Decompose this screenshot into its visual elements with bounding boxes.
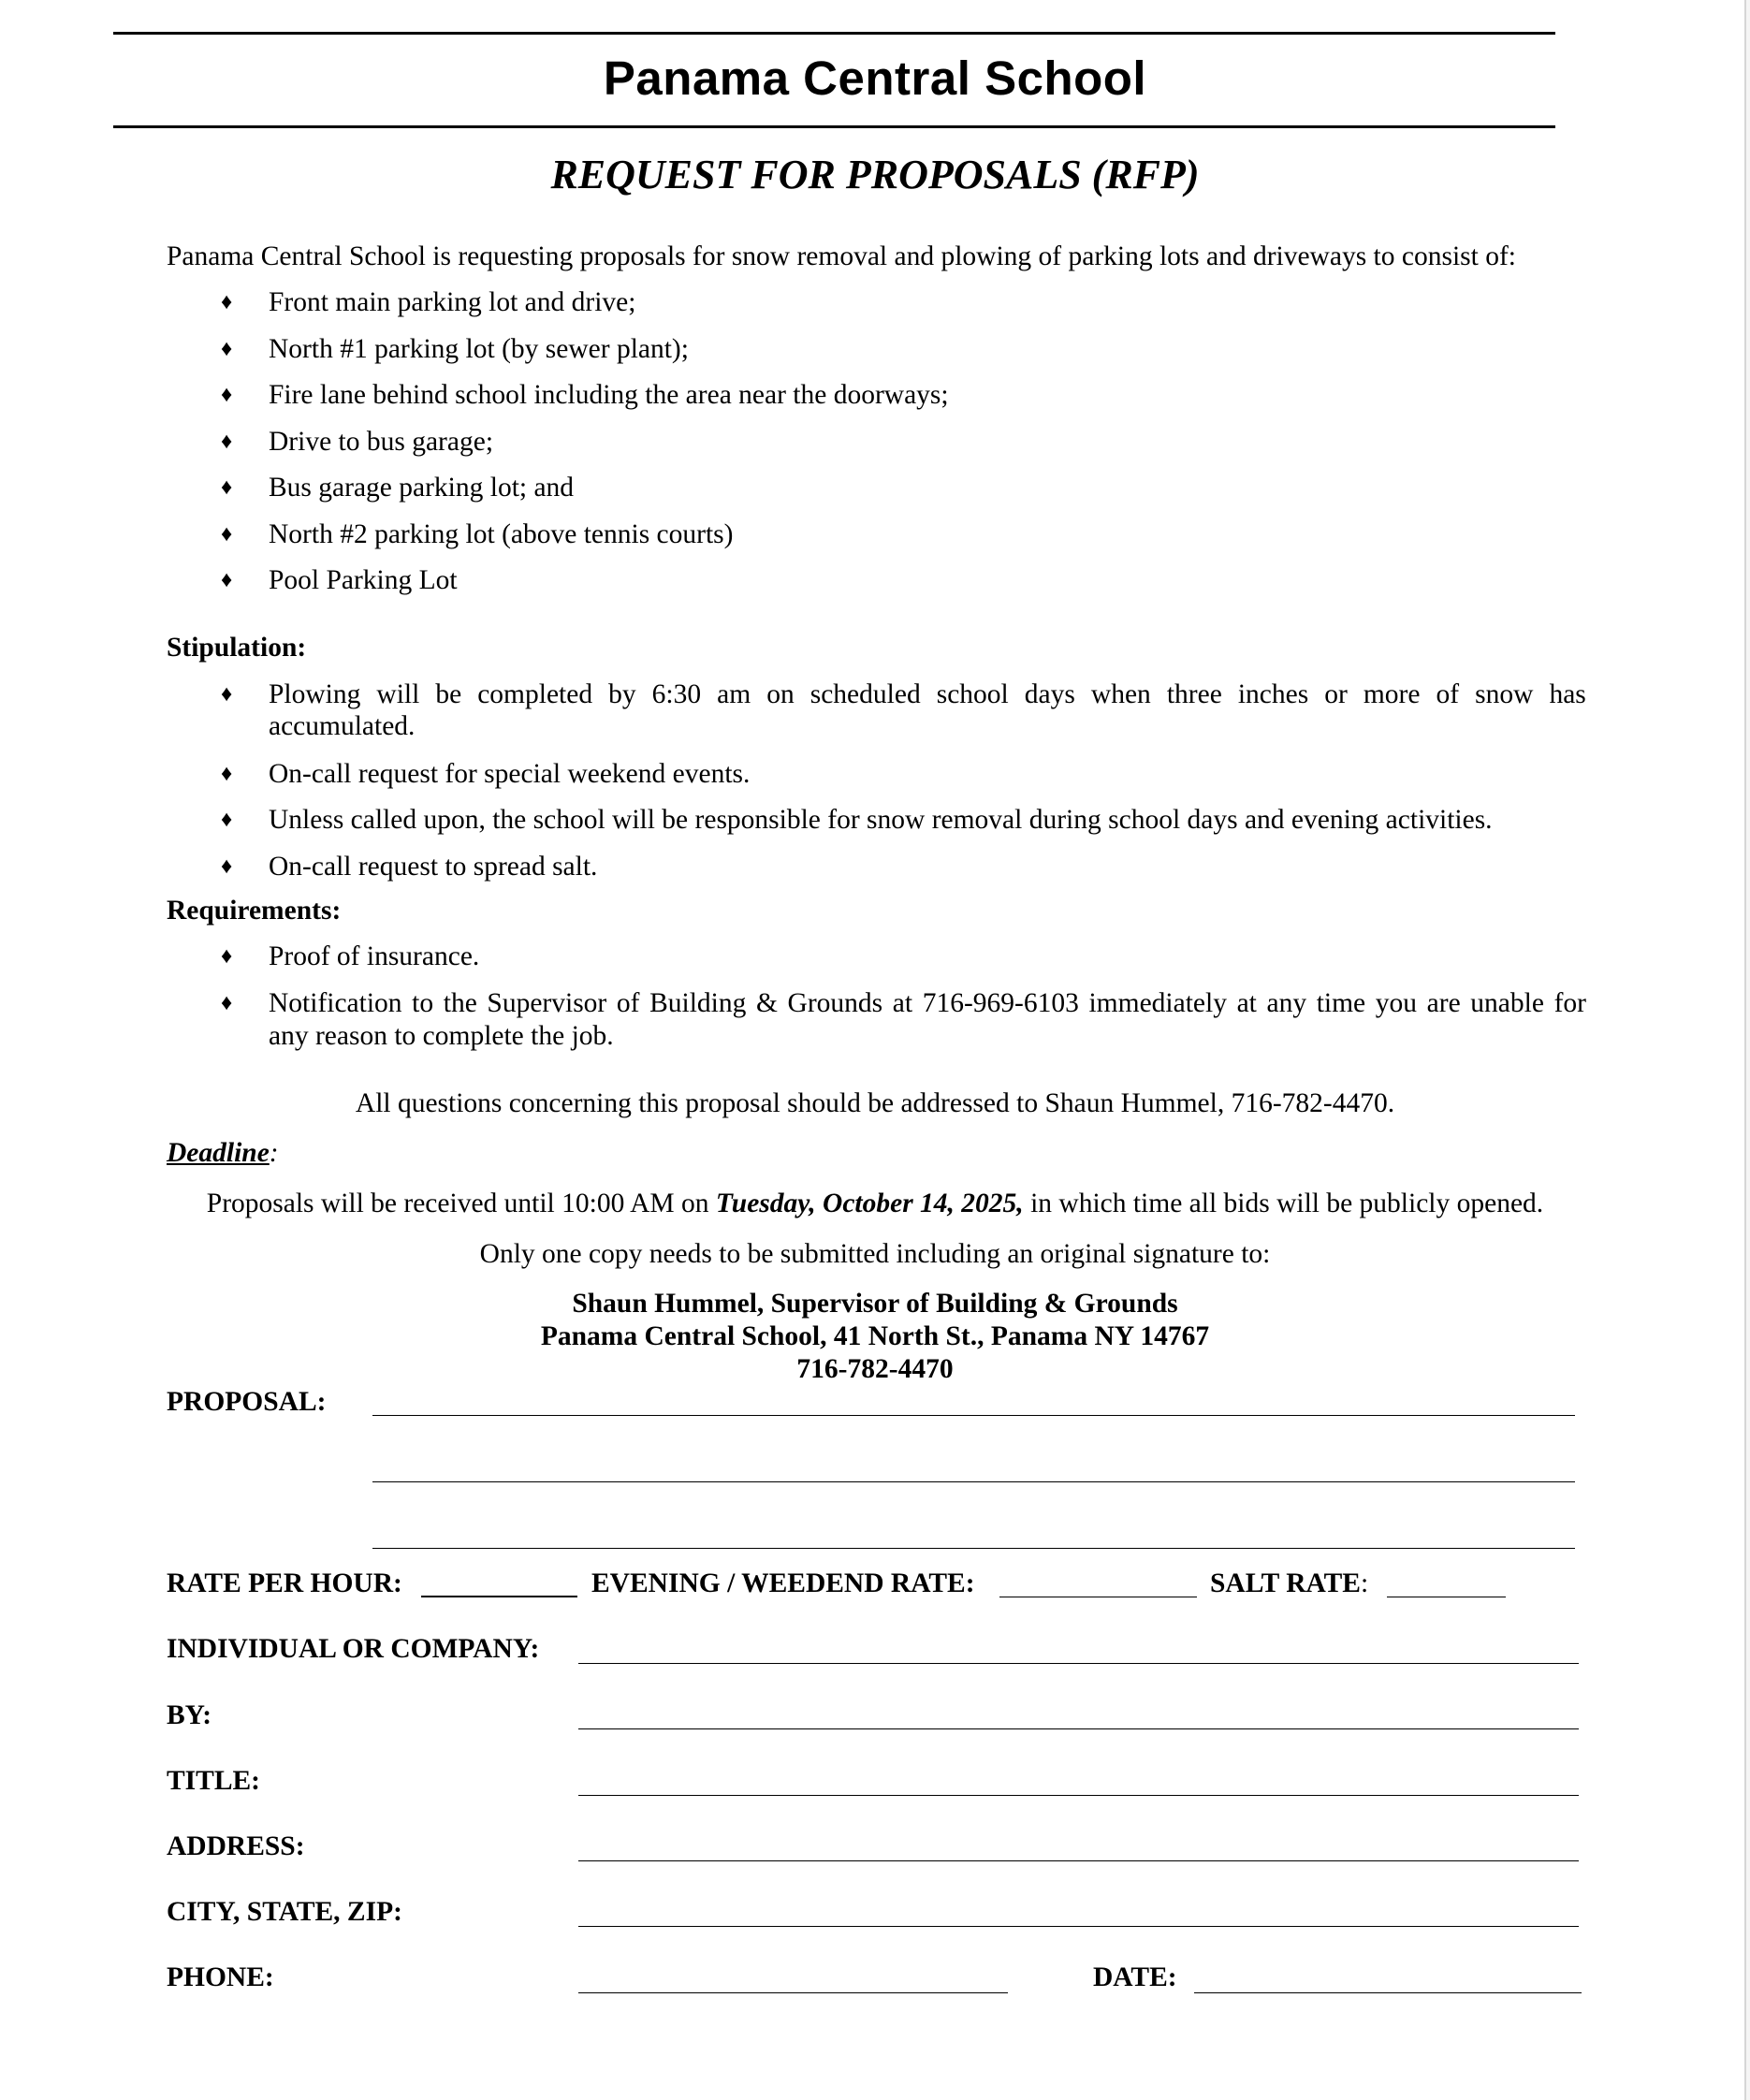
word: or <box>1324 679 1348 709</box>
date-label: DATE: <box>1093 1962 1177 1992</box>
copy-note: Only one copy needs to be submitted including an original signature to: <box>479 1239 1271 1269</box>
proposal-label: PROPOSAL: <box>167 1387 327 1417</box>
contact-line-2: Panama Central School, 41 North St., Panama NY 14767 <box>540 1321 1210 1351</box>
deadline-heading <box>167 1136 279 1170</box>
requirements-item-1: Proof of insurance. <box>269 941 480 971</box>
by-label: BY: <box>167 1700 212 1730</box>
stipulation-item-2: On-call request for special weekend events. <box>269 759 751 789</box>
company-label: INDIVIDUAL OR COMPANY: <box>167 1634 540 1664</box>
word: to <box>412 988 434 1018</box>
list-item: North #2 parking lot (above tennis courts) <box>269 519 734 549</box>
proposal-line-3[interactable] <box>372 1548 1575 1549</box>
word: Notification <box>269 988 402 1018</box>
diamond-bullet-icon: ♦ <box>221 475 233 500</box>
deadline-text-before: Proposals will be received until 10:00 AM on <box>206 1189 716 1218</box>
list-item: Bus garage parking lot; and <box>269 473 575 503</box>
word: time <box>1316 988 1366 1018</box>
salt-rate-text: SALT RATE <box>1210 1568 1361 1598</box>
school-name: Panama Central School <box>603 51 1147 105</box>
word: the <box>443 988 477 1018</box>
evening-rate-label: EVENING / WEEDEND RATE: <box>591 1568 975 1598</box>
deadline-label: Deadline <box>167 1138 270 1168</box>
word: by <box>608 679 636 709</box>
diamond-bullet-icon: ♦ <box>221 762 233 786</box>
word: three <box>1166 679 1222 709</box>
title-field[interactable] <box>578 1795 1579 1796</box>
company-field[interactable] <box>578 1663 1579 1664</box>
requirements-heading: Requirements: <box>167 896 342 926</box>
address-label: ADDRESS: <box>167 1831 305 1861</box>
stipulation-heading: Stipulation: <box>167 633 307 663</box>
address-field[interactable] <box>578 1860 1579 1861</box>
diamond-bullet-icon: ♦ <box>221 290 233 314</box>
intro-paragraph: Panama Central School is requesting proposals for snow removal and plowing of parking lots and driveways to consist of: <box>167 241 1516 271</box>
phone-field[interactable] <box>578 1992 1008 1993</box>
word: unable <box>1470 988 1544 1018</box>
word: more <box>1363 679 1421 709</box>
phone-label: PHONE: <box>167 1962 274 1992</box>
word: Building <box>649 988 747 1018</box>
city-state-zip-label: CITY, STATE, ZIP: <box>167 1897 402 1927</box>
word: school <box>936 679 1009 709</box>
header-top-rule <box>113 32 1555 35</box>
diamond-bullet-icon: ♦ <box>221 430 233 454</box>
diamond-bullet-icon: ♦ <box>221 383 233 407</box>
word: will <box>376 679 420 709</box>
questions-note: All questions concerning this proposal should be addressed to Shaun Hummel, 716-782-4470. <box>355 1088 1395 1118</box>
word: immediately <box>1088 988 1227 1018</box>
diamond-bullet-icon: ♦ <box>221 944 233 969</box>
city-state-zip-field[interactable] <box>578 1926 1579 1927</box>
word: am <box>717 679 751 709</box>
word: at <box>1236 988 1257 1018</box>
rate-per-hour-field[interactable] <box>421 1596 577 1597</box>
word: on <box>766 679 795 709</box>
word: Supervisor <box>487 988 607 1018</box>
word: Grounds <box>787 988 883 1018</box>
word: 6:30 <box>651 679 702 709</box>
salt-rate-colon: : <box>1360 1568 1369 1598</box>
requirements-item-2 <box>269 986 1586 1020</box>
diamond-bullet-icon: ♦ <box>221 522 233 547</box>
proposal-line-2[interactable] <box>372 1481 1575 1482</box>
word: for <box>1553 988 1586 1018</box>
list-item: Pool Parking Lot <box>269 565 458 595</box>
word: inches <box>1237 679 1309 709</box>
contact-line-1: Shaun Hummel, Supervisor of Building & Grounds <box>572 1289 1178 1319</box>
list-item: Front main parking lot and drive; <box>269 287 636 317</box>
word: has <box>1549 679 1586 709</box>
word: are <box>1426 988 1461 1018</box>
stipulation-item-3: Unless called upon, the school will be responsible for snow removal during school days and evening activities. <box>269 805 1493 835</box>
word: scheduled <box>809 679 921 709</box>
word: completed <box>477 679 593 709</box>
deadline-statement <box>0 1187 1750 1220</box>
word: be <box>435 679 462 709</box>
document-title: REQUEST FOR PROPOSALS (RFP) <box>550 152 1200 197</box>
by-field[interactable] <box>578 1728 1579 1729</box>
word: at <box>892 988 913 1018</box>
list-item: North #1 parking lot (by sewer plant); <box>269 334 689 364</box>
word: days <box>1024 679 1075 709</box>
word: snow <box>1475 679 1534 709</box>
title-label: TITLE: <box>167 1766 261 1796</box>
stipulation-item-1 <box>269 678 1586 711</box>
word: of <box>616 988 640 1018</box>
word: any <box>1266 988 1307 1018</box>
word: Plowing <box>269 679 361 709</box>
deadline-text-after: in which time all bids will be publicly opened. <box>1023 1189 1544 1218</box>
diamond-bullet-icon: ♦ <box>221 854 233 879</box>
list-item: Fire lane behind school including the area near the doorways; <box>269 380 949 410</box>
word: & <box>755 988 778 1018</box>
deadline-colon: : <box>269 1138 279 1168</box>
word: you <box>1375 988 1418 1018</box>
requirements-item-2-cont: any reason to complete the job. <box>269 1021 614 1051</box>
word: of <box>1436 679 1460 709</box>
rate-per-hour-label: RATE PER HOUR: <box>167 1568 402 1598</box>
header-bottom-rule <box>113 125 1555 128</box>
contact-line-3: 716-782-4470 <box>796 1354 954 1384</box>
proposal-line-1[interactable] <box>372 1415 1575 1416</box>
diamond-bullet-icon: ♦ <box>221 682 233 707</box>
diamond-bullet-icon: ♦ <box>221 808 233 832</box>
word: when <box>1090 679 1151 709</box>
word: 716-969-6103 <box>922 988 1079 1018</box>
date-field[interactable] <box>1194 1992 1582 1993</box>
diamond-bullet-icon: ♦ <box>221 568 233 592</box>
list-item: Drive to bus garage; <box>269 427 494 457</box>
diamond-bullet-icon: ♦ <box>221 991 233 1015</box>
stipulation-item-1-cont: accumulated. <box>269 711 416 741</box>
stipulation-item-4: On-call request to spread salt. <box>269 852 598 882</box>
deadline-date: Tuesday, October 14, 2025, <box>715 1189 1024 1218</box>
salt-rate-label <box>1210 1567 1368 1600</box>
diamond-bullet-icon: ♦ <box>221 337 233 361</box>
